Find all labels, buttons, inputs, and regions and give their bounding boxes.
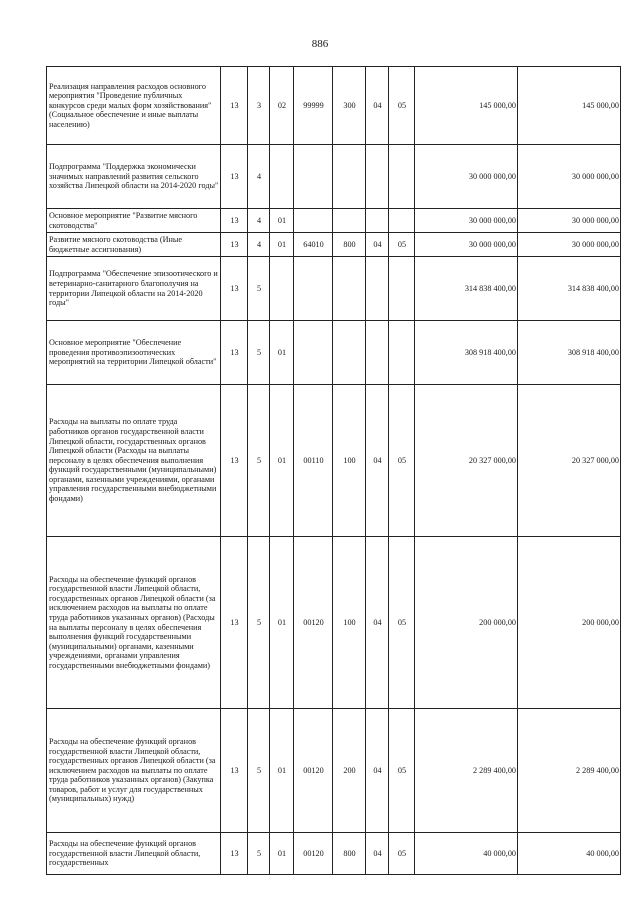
- code-subprogram: 5: [248, 385, 270, 537]
- amount-year-1: 30 000 000,00: [415, 145, 518, 209]
- code-ministry: 13: [221, 257, 248, 321]
- code-subsection: 05: [389, 537, 415, 709]
- code-subprogram: 4: [248, 209, 270, 233]
- code-section: 04: [366, 833, 389, 875]
- code-section: [366, 257, 389, 321]
- code-direction: 99999: [294, 67, 333, 145]
- code-ministry: 13: [221, 833, 248, 875]
- table-row: [47, 209, 621, 233]
- code-subprogram: 5: [248, 537, 270, 709]
- amount-year-1: 314 838 400,00: [415, 257, 518, 321]
- code-section: 04: [366, 537, 389, 709]
- amount-year-2: 200 000,00: [518, 537, 621, 709]
- code-expense-type: 800: [333, 233, 366, 257]
- table-row: [47, 833, 621, 875]
- code-direction: [294, 145, 333, 209]
- code-activity: 01: [270, 833, 294, 875]
- table-row: [47, 67, 621, 145]
- code-expense-type: 800: [333, 833, 366, 875]
- row-description: Реализация направления расходов основного мероприятия "Проведение публичных конкурсов среди малых форм хозяйствования" (Социальное обеспечение и иные выплаты населению): [47, 67, 221, 145]
- code-subprogram: 5: [248, 833, 270, 875]
- row-description: Расходы на обеспечение функций органов государственной власти Липецкой области, государственных: [47, 833, 221, 875]
- code-activity: 02: [270, 67, 294, 145]
- amount-year-1: 30 000 000,00: [415, 209, 518, 233]
- code-activity: [270, 257, 294, 321]
- code-ministry: 13: [221, 233, 248, 257]
- code-direction: [294, 257, 333, 321]
- code-direction: 00120: [294, 537, 333, 709]
- code-subsection: 05: [389, 833, 415, 875]
- code-subsection: [389, 209, 415, 233]
- code-subsection: 05: [389, 233, 415, 257]
- amount-year-1: 40 000,00: [415, 833, 518, 875]
- row-description: Подпрограмма "Обеспечение эпизоотического и ветеринарно-санитарного благополучия на территории Липецкой области на 2014-2020 годы": [47, 257, 221, 321]
- budget-table-body: [47, 67, 621, 875]
- code-ministry: 13: [221, 321, 248, 385]
- row-description: Подпрограмма "Поддержка экономически значимых направлений развития сельского хозяйства Липецкой области на 2014-2020 годы": [47, 145, 221, 209]
- code-section: [366, 145, 389, 209]
- row-description: Расходы на обеспечение функций органов государственной власти Липецкой области, государственных органов Липецкой области (за исключением расходов на выплаты по оплате труда работников указанных органов) (Расходы на выплаты персоналу в целях обеспечения выполнения функций государственными (муниципальными) органами, казенными учреждениями, органами управления государственными внебюджетными фондами): [47, 537, 221, 709]
- code-section: 04: [366, 233, 389, 257]
- table-row: [47, 257, 621, 321]
- code-expense-type: [333, 145, 366, 209]
- code-subprogram: 4: [248, 145, 270, 209]
- code-ministry: 13: [221, 709, 248, 833]
- code-direction: [294, 321, 333, 385]
- table-row: [47, 233, 621, 257]
- amount-year-2: 145 000,00: [518, 67, 621, 145]
- amount-year-2: 20 327 000,00: [518, 385, 621, 537]
- code-ministry: 13: [221, 537, 248, 709]
- amount-year-2: 2 289 400,00: [518, 709, 621, 833]
- table-row: [47, 145, 621, 209]
- amount-year-2: 314 838 400,00: [518, 257, 621, 321]
- code-ministry: 13: [221, 67, 248, 145]
- code-subsection: 05: [389, 67, 415, 145]
- code-section: [366, 209, 389, 233]
- code-activity: 01: [270, 537, 294, 709]
- amount-year-2: 30 000 000,00: [518, 209, 621, 233]
- page-number: 886: [311, 38, 329, 50]
- code-subsection: [389, 321, 415, 385]
- row-description: Основное мероприятие "Обеспечение проведения противоэпизоотических мероприятий на территории Липецкой области": [47, 321, 221, 385]
- code-subprogram: 5: [248, 257, 270, 321]
- code-ministry: 13: [221, 145, 248, 209]
- budget-table: [46, 66, 621, 875]
- code-subsection: [389, 145, 415, 209]
- code-direction: 00110: [294, 385, 333, 537]
- code-expense-type: [333, 257, 366, 321]
- code-activity: 01: [270, 209, 294, 233]
- amount-year-1: 2 289 400,00: [415, 709, 518, 833]
- code-ministry: 13: [221, 385, 248, 537]
- code-direction: 00120: [294, 833, 333, 875]
- code-section: [366, 321, 389, 385]
- code-expense-type: [333, 321, 366, 385]
- code-subprogram: 5: [248, 709, 270, 833]
- table-row: [47, 385, 621, 537]
- table-row: [47, 321, 621, 385]
- code-expense-type: 100: [333, 537, 366, 709]
- code-expense-type: 300: [333, 67, 366, 145]
- code-expense-type: [333, 209, 366, 233]
- code-direction: 64010: [294, 233, 333, 257]
- code-direction: 00120: [294, 709, 333, 833]
- code-section: 04: [366, 67, 389, 145]
- code-activity: 01: [270, 233, 294, 257]
- code-subsection: [389, 257, 415, 321]
- code-section: 04: [366, 385, 389, 537]
- amount-year-1: 20 327 000,00: [415, 385, 518, 537]
- code-ministry: 13: [221, 209, 248, 233]
- code-activity: 01: [270, 385, 294, 537]
- code-subprogram: 3: [248, 67, 270, 145]
- amount-year-1: 200 000,00: [415, 537, 518, 709]
- row-description: Расходы на выплаты по оплате труда работников органов государственной власти Липецкой области, государственных органов Липецкой области (Расходы на выплаты персоналу в целях обеспечения выполнения функций государственными (муниципальными) органами, казенными учреждениями, органами управления государственными внебюджетными фондами): [47, 385, 221, 537]
- code-activity: [270, 145, 294, 209]
- code-activity: 01: [270, 321, 294, 385]
- row-description: Основное мероприятие "Развитие мясного скотоводства": [47, 209, 221, 233]
- table-row: [47, 537, 621, 709]
- amount-year-2: 30 000 000,00: [518, 233, 621, 257]
- code-section: 04: [366, 709, 389, 833]
- code-subprogram: 5: [248, 321, 270, 385]
- code-direction: [294, 209, 333, 233]
- code-subprogram: 4: [248, 233, 270, 257]
- row-description: Развитие мясного скотоводства (Иные бюджетные ассигнования): [47, 233, 221, 257]
- row-description: Расходы на обеспечение функций органов государственной власти Липецкой области, государственных органов Липецкой области (за исключением расходов на выплаты по оплате труда работников указанных органов) (Закупка товаров, работ и услуг для государственных (муниципальных) нужд): [47, 709, 221, 833]
- code-activity: 01: [270, 709, 294, 833]
- amount-year-2: 308 918 400,00: [518, 321, 621, 385]
- code-subsection: 05: [389, 385, 415, 537]
- amount-year-1: 30 000 000,00: [415, 233, 518, 257]
- amount-year-2: 40 000,00: [518, 833, 621, 875]
- amount-year-2: 30 000 000,00: [518, 145, 621, 209]
- amount-year-1: 308 918 400,00: [415, 321, 518, 385]
- code-expense-type: 100: [333, 385, 366, 537]
- table-row: [47, 709, 621, 833]
- code-expense-type: 200: [333, 709, 366, 833]
- code-subsection: 05: [389, 709, 415, 833]
- amount-year-1: 145 000,00: [415, 67, 518, 145]
